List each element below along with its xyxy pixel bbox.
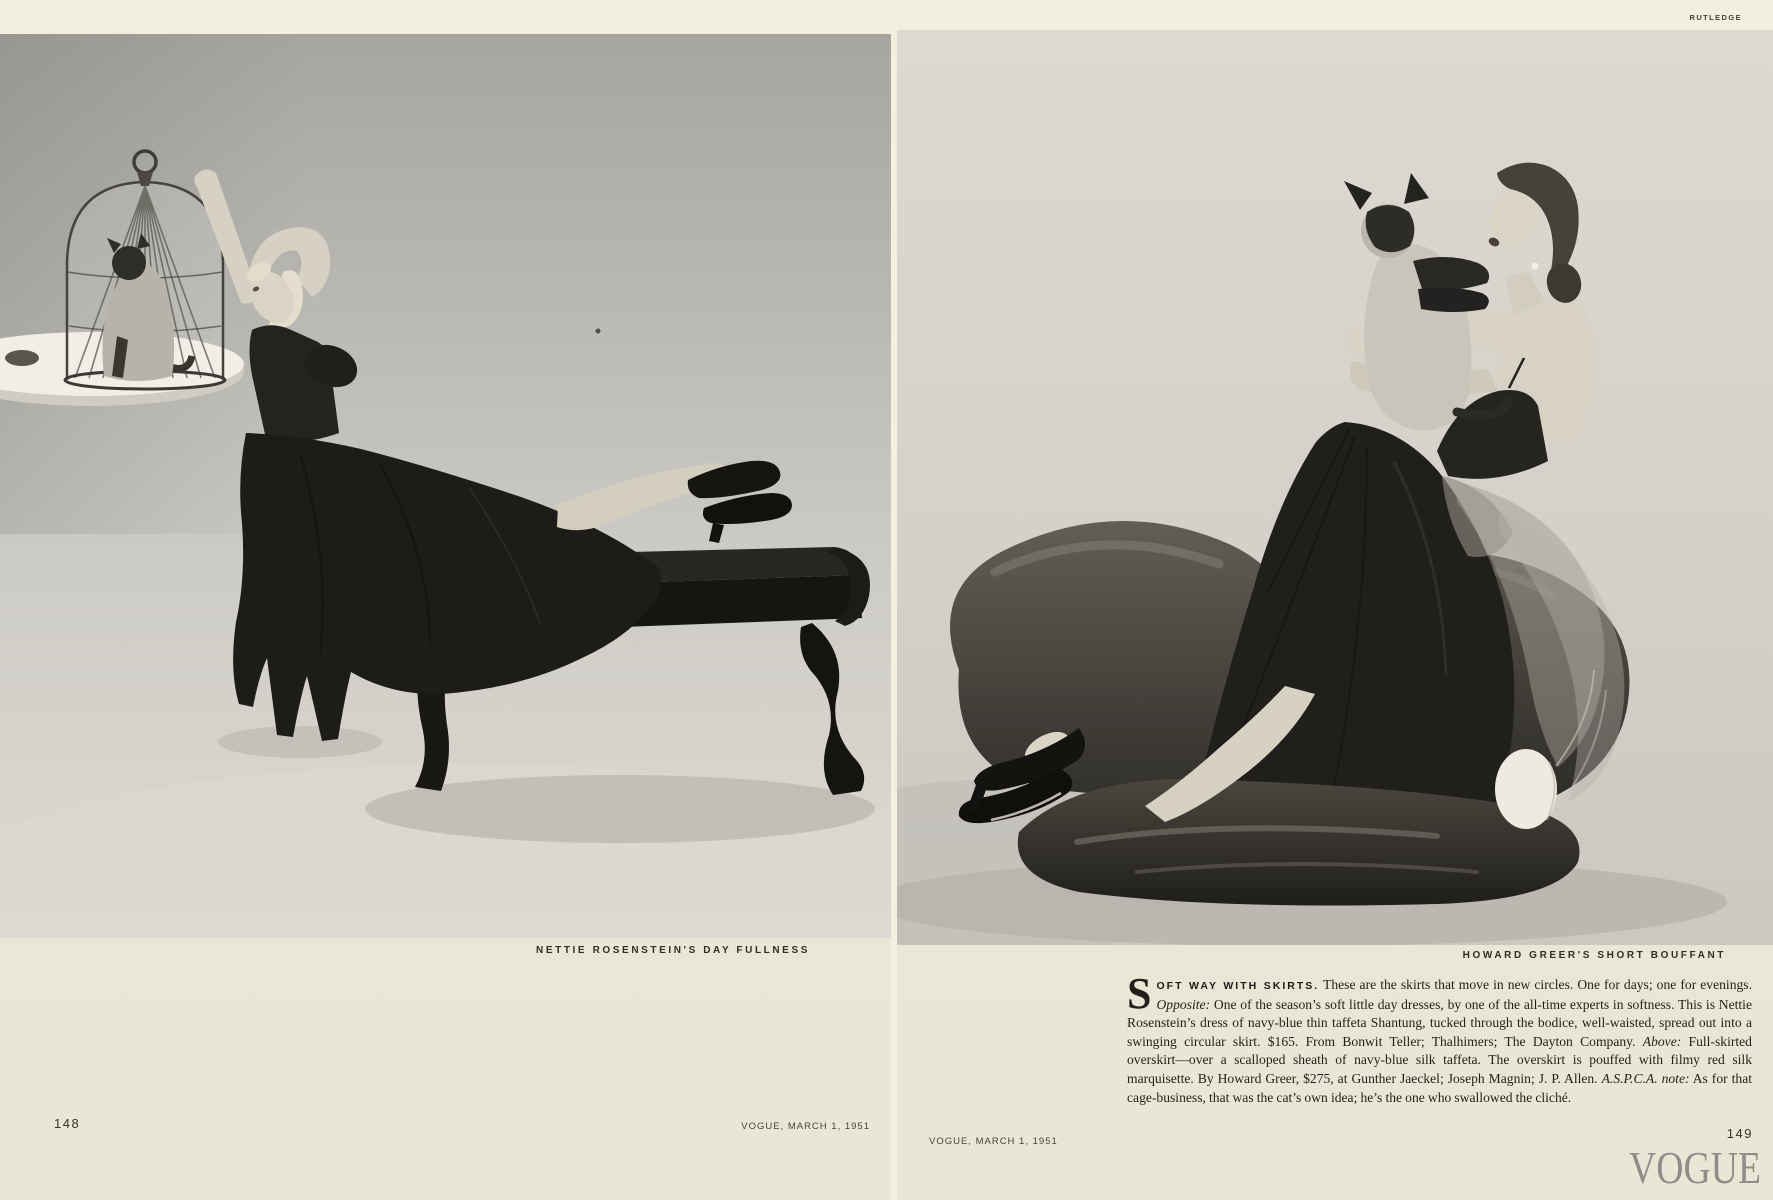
article-run: Full-skirted overskirt—over a scalloped sheath of navy-blue silk taffeta. The overskirt is pouffed with filmy red silk marquisette. By Howard Greer, $275, at Gunther Jaeckel; Joseph Magnin; J. P. Allen. [1127,1033,1752,1086]
drop-cap: S [1127,969,1152,1018]
right-photo-scene [897,30,1773,945]
earring [1532,263,1539,270]
article-run-italic: A.S.P.C.A. note: [1601,1070,1690,1086]
right-footer-credit: VOGUE, MARCH 1, 1951 [929,1136,1058,1147]
article-run-italic: Opposite: [1156,996,1211,1012]
vogue-logo: VOGUE [1628,1142,1761,1193]
left-photo-scene [0,34,891,938]
article-run: As for that cage-business, that was the cat’s own idea; he’s the one who swallowed the cliché. [1127,1070,1753,1105]
article-lead-in: OFT WAY WITH SKIRTS. [1156,980,1320,992]
article-run: One of the season’s soft little day dresses, by one of the all-time experts in softness. This is Nettie Rosenstein’s dress of navy-blue thin taffeta Shantung, tucked through the bodice, well-waisted, spread out into a swinging circular skirt. $165. From Bonwit Teller; Thalhimers; The Dayton Company. [1127,996,1752,1049]
left-footer-credit: VOGUE, MARCH 1, 1951 [741,1121,870,1132]
article-run-italic: Above: [1642,1033,1682,1049]
article-run: These are the skirts that move in new circles. One for days; one for evenings. [1319,977,1752,992]
white-accessory [1495,749,1557,829]
page-gutter [891,0,897,1200]
left-photo-caption: NETTIE ROSENSTEIN'S DAY FULLNESS [536,945,810,956]
photographer-credit: RUTLEDGE [1689,13,1742,22]
right-photo [897,30,1773,945]
left-photo [0,34,891,938]
right-photo-caption: HOWARD GREER'S SHORT BOUFFANT [1462,950,1726,961]
article-text [1127,969,1753,1107]
right-page-number: 149 [1726,1126,1753,1141]
left-page-number: 148 [54,1116,81,1131]
print-speck [596,329,601,334]
